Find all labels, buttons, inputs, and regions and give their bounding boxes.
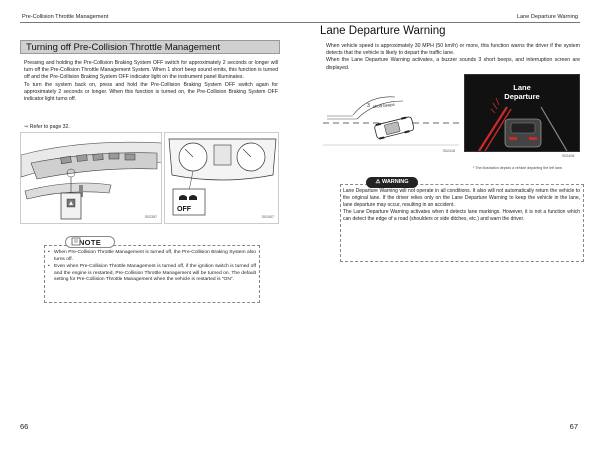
figure-code: S02408 (562, 154, 575, 158)
note-list (48, 250, 256, 285)
body-paragraph: Pressing and holding the Pre-Collision Braking System OFF switch for approximately 2 seconds or longer will turn off the Pre-Collision Throttle Management System. When 1 short beep sound emits, this function is turned off and the Pre-Collision Braking System OFF indicator light on the instrument panel illuminates. To turn the system back on, press and hold the Pre-Collision Braking System OFF switch again for approximately 2 seconds or longer. When this function is turned on, the Pre-Collision Braking System OFF indicator light turns off. (24, 60, 278, 103)
note-icon (71, 237, 81, 246)
page-title: Lane Departure Warning (320, 25, 446, 37)
header-rule (300, 22, 580, 23)
beep-count: 3 (367, 103, 370, 109)
note-label-text: NOTE (78, 238, 102, 247)
figure-code: S02357 (144, 215, 157, 219)
warning-label-text: WARNING (381, 179, 409, 185)
figure-code: S02407 (261, 215, 274, 219)
running-head: Pre-Collision Throttle Management (22, 14, 109, 20)
screen-title-line1: Lane (513, 83, 531, 92)
note-item: • When Pre-Collision Throttle Management is turned off, the Pre-Collision Braking System also turns off. (48, 250, 256, 263)
lane-departure-car-illustration (323, 89, 460, 156)
warning-label (366, 177, 418, 188)
page-number: 66 (20, 422, 29, 431)
overhead-console-figure (20, 132, 162, 224)
display-screen-figure (464, 74, 580, 152)
overhead-console-illustration (21, 133, 162, 224)
page-reference: ⇒ Refer to page 32. (24, 124, 70, 130)
warning-icon: ⚠ (375, 179, 381, 185)
screen-car-illustration (465, 75, 580, 152)
header-rule (20, 22, 300, 23)
running-head: Lane Departure Warning (516, 14, 578, 20)
off-indicator-text: OFF (177, 206, 191, 213)
page-number: 67 (569, 422, 578, 431)
lane-departure-car-figure (322, 88, 460, 156)
section-title: Turning off Pre-Collision Throttle Management (20, 40, 280, 54)
note-item: • Even when Pre-Collision Throttle Management is turned off, if the ignition switch is turned off and the engine is restarted, Pre-Collision Throttle Management will be turned on. The default setting for Pre-Collision Throttle Management when the vehicle is restarted is “ON”. (48, 264, 256, 284)
instrument-panel-illustration (165, 133, 279, 224)
screen-title-line2: Departure (504, 92, 540, 101)
warning-text: Lane Departure Warning will not operate in all conditions. It also will not automatically return the vehicle to the original lane. If the driver relies only on the Lane Departure Warning to keep the vehicle in the lane, lane departure may occur, resulting in an accident. The Lane Departure Warning activates when it detects lane markings. However, it is not a function which can detect the edge of a road (shoulders or side ditches, etc.) and warn the driver. (343, 188, 580, 222)
instrument-panel-figure (164, 132, 279, 224)
body-paragraph: When vehicle speed is approximately 30 MPH (50 km/h) or more, this function warns the driver if the system detects that the vehicle is likely to depart the traffic lane. When the Lane Departure Warning activates, a buzzer sounds 3 short beeps, and interruption screen are displayed. (326, 43, 580, 71)
beep-label: short beeps (372, 101, 395, 110)
figure-caption: * The illustration depicts a vehicle departing the left lane. (473, 166, 563, 170)
figure-code: S02418 (442, 149, 455, 153)
